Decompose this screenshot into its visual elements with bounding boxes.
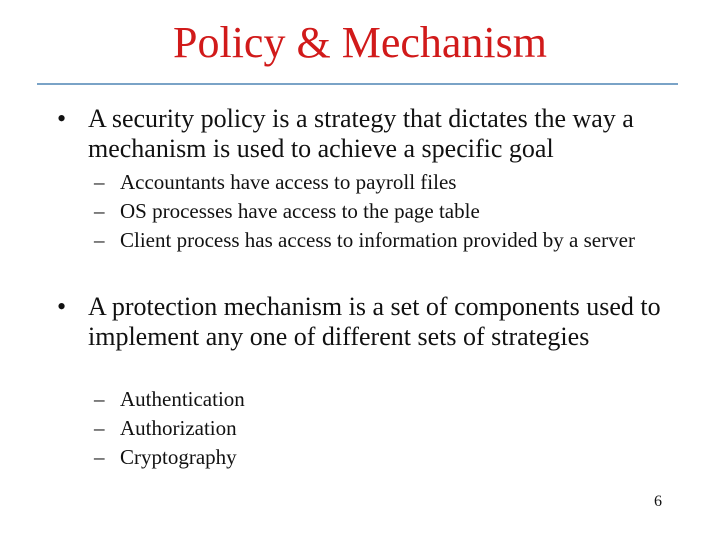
sub-item-os-processes [94, 197, 664, 226]
page-number: 6 [654, 493, 662, 510]
sub-item-authorization [94, 414, 664, 443]
sub-item-accountants [94, 168, 664, 197]
sub-item-text: Cryptography [120, 445, 237, 469]
sub-item-dash: – [94, 170, 105, 194]
bullet-marker: • [57, 292, 67, 321]
sub-item-dash: – [94, 199, 105, 223]
bullet-text: A security policy is a strategy that dictates the way a mechanism is used to achieve a specific goal [88, 104, 634, 163]
sub-item-client-process [94, 226, 664, 255]
policy-examples-list [94, 168, 664, 255]
bullet-security-policy [57, 104, 667, 164]
slide-title: Policy & Mechanism [173, 18, 547, 67]
sub-item-dash: – [94, 387, 105, 411]
sub-item-text: Accountants have access to payroll files [120, 170, 457, 194]
bullet-text: A protection mechanism is a set of components used to implement any one of different sets of strategies [88, 292, 661, 351]
bullet-protection-mechanism [57, 292, 667, 352]
sub-item-cryptography [94, 443, 664, 472]
sub-item-dash: – [94, 416, 105, 440]
sub-item-text: Authorization [120, 416, 237, 440]
sub-item-text: Client process has access to information provided by a server [120, 228, 635, 252]
sub-item-text: OS processes have access to the page table [120, 199, 480, 223]
sub-item-authentication [94, 385, 664, 414]
title-divider [37, 83, 678, 85]
sub-item-dash: – [94, 228, 105, 252]
mechanism-examples-list [94, 385, 664, 472]
sub-item-text: Authentication [120, 387, 245, 411]
sub-item-dash: – [94, 445, 105, 469]
bullet-marker: • [57, 104, 67, 133]
